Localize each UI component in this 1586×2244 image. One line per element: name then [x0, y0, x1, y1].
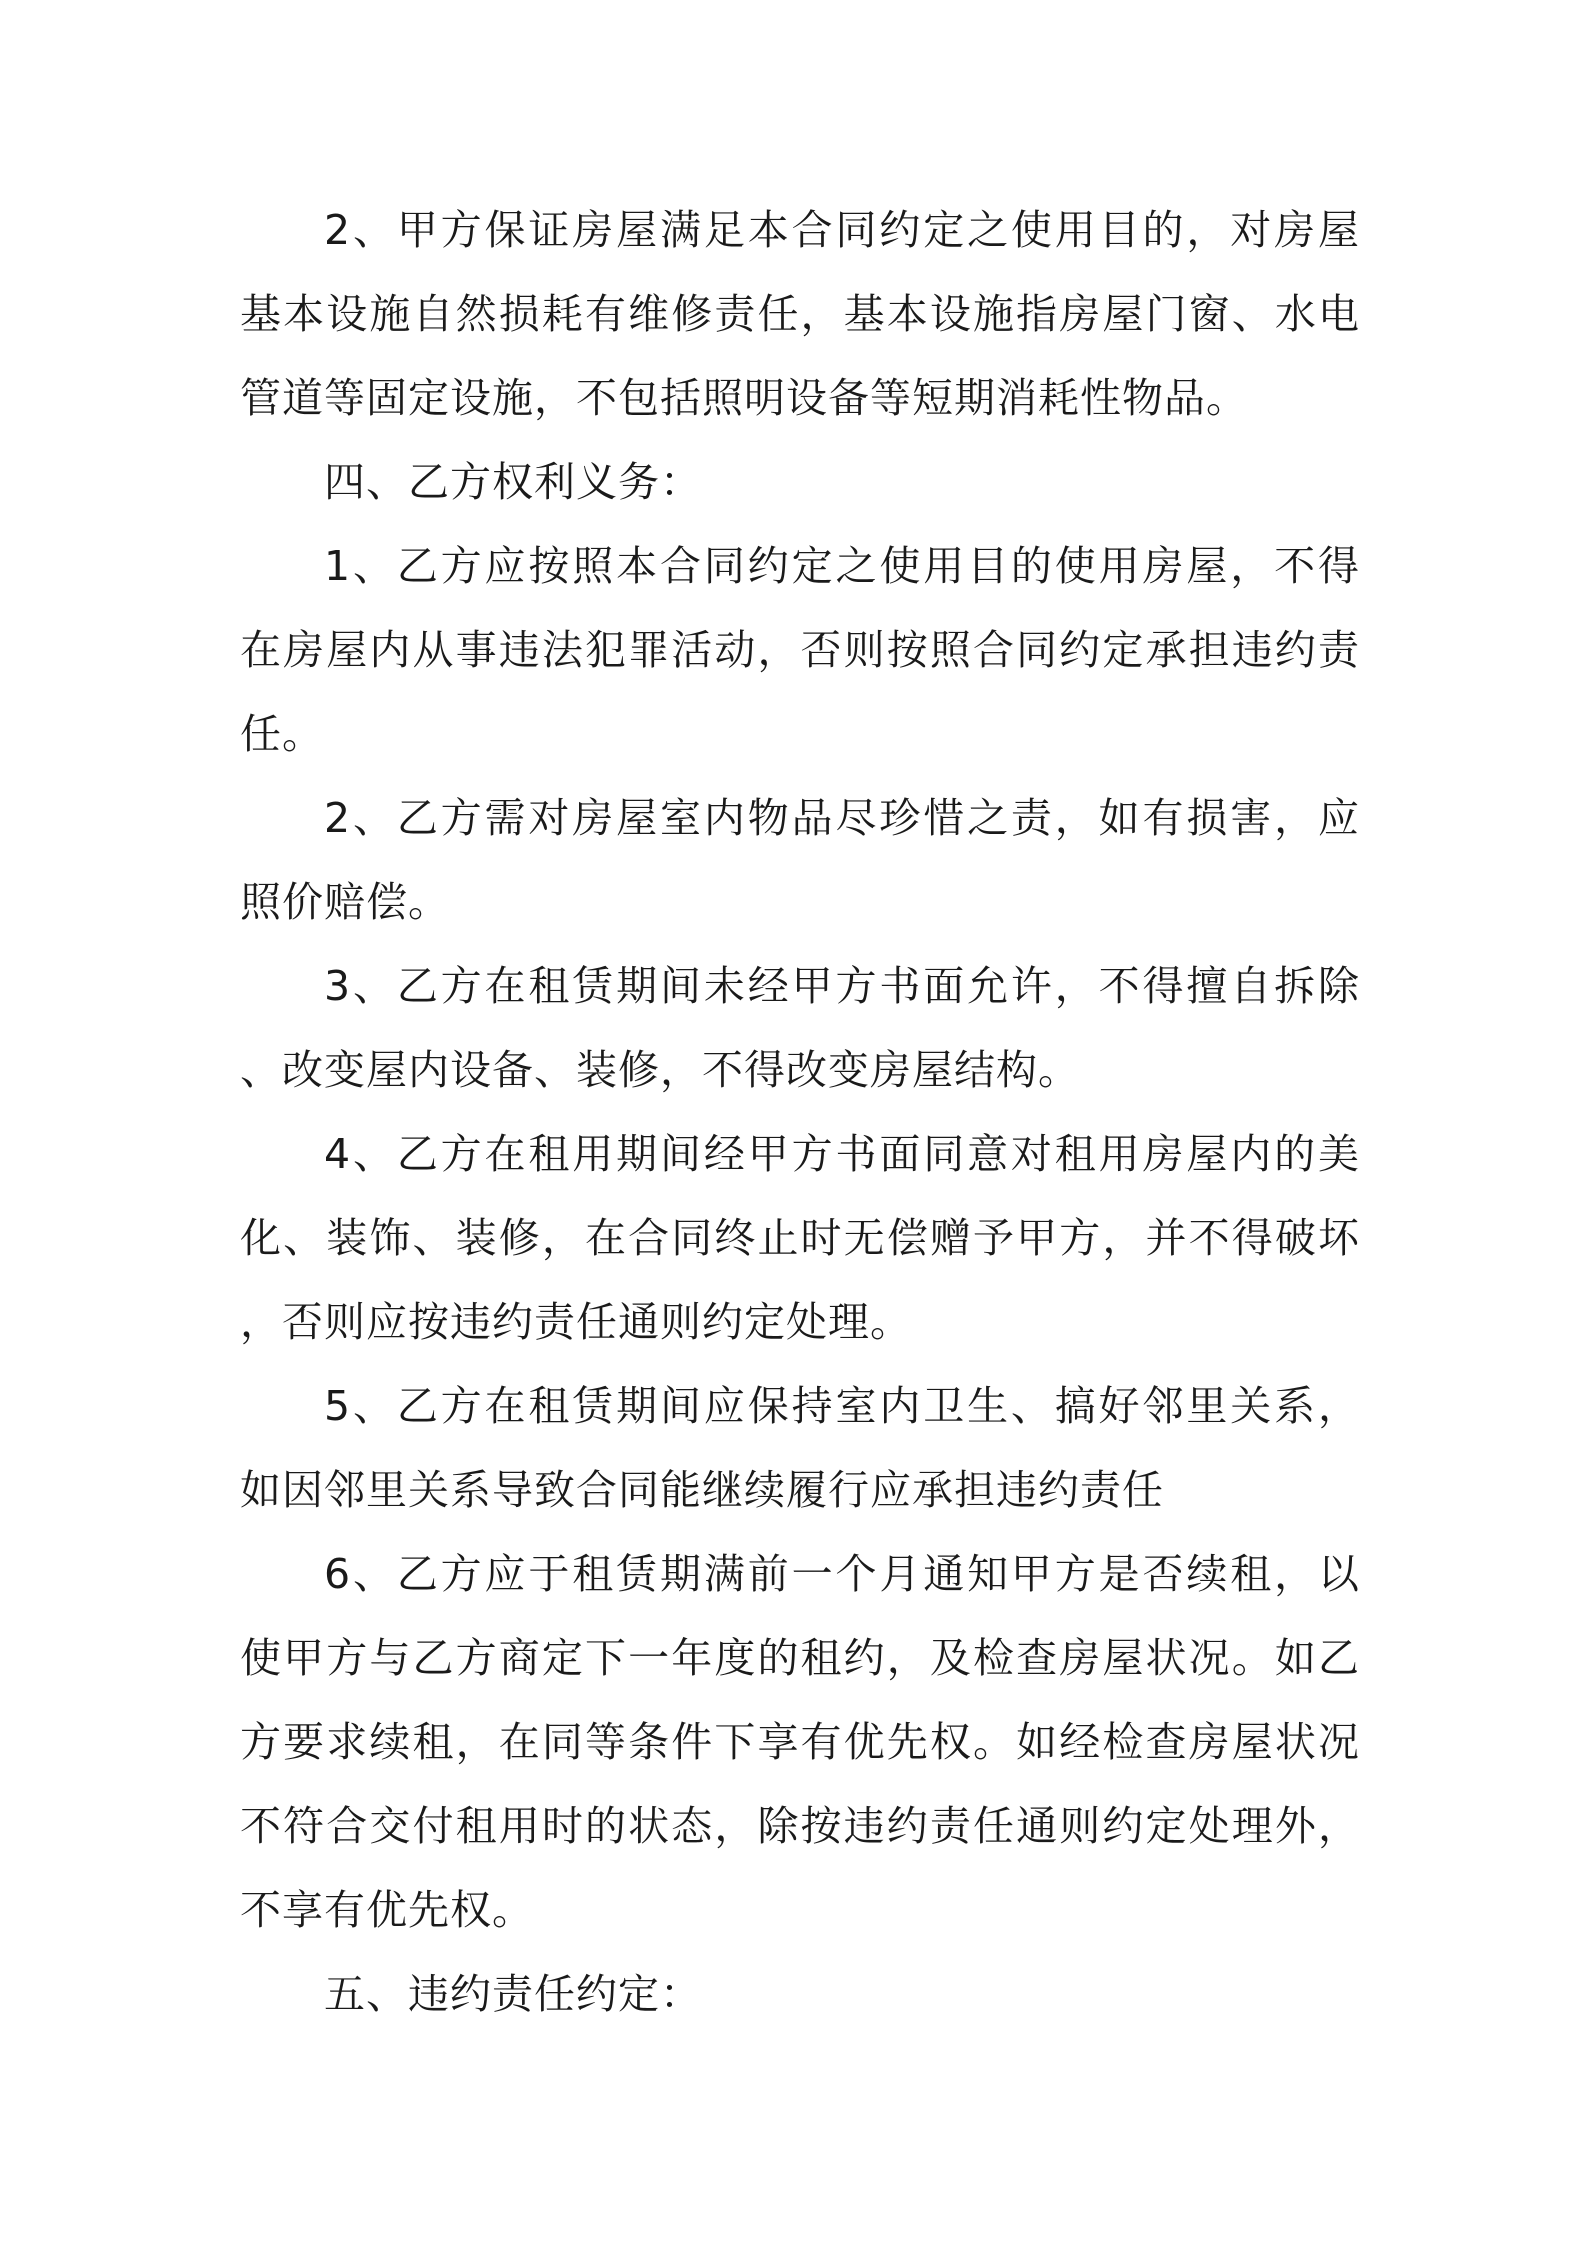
- text-line: 不符合交付租用时的状态，除按违约责任通则约定处理外，: [240, 1802, 1360, 1850]
- text-line: 4、乙方在租用期间经甲方书面同意对租用房屋内的美: [324, 1130, 1360, 1178]
- contract-text: [240, 188, 1360, 2036]
- text-line: 基本设施自然损耗有维修责任，基本设施指房屋门窗、水电: [240, 290, 1360, 338]
- text-line: 五、违约责任约定：: [324, 1970, 702, 2018]
- text-line: 使甲方与乙方商定下一年度的租约，及检查房屋状况。如乙: [240, 1634, 1360, 1682]
- text-line: 管道等固定设施，不包括照明设备等短期消耗性物品。: [240, 374, 1248, 422]
- text-line: ，否则应按违约责任通则约定处理。: [240, 1298, 912, 1346]
- text-line: 方要求续租，在同等条件下享有优先权。如经检查房屋状况: [240, 1718, 1360, 1766]
- text-line: 1、乙方应按照本合同约定之使用目的使用房屋，不得: [324, 542, 1360, 590]
- text-line: 5、乙方在租赁期间应保持室内卫生、搞好邻里关系，: [324, 1382, 1360, 1430]
- text-line: 照价赔偿。: [240, 878, 450, 926]
- text-line: 3、乙方在租赁期间未经甲方书面允许，不得擅自拆除: [324, 962, 1360, 1010]
- text-line: 2、乙方需对房屋室内物品尽珍惜之责，如有损害，应: [324, 794, 1360, 842]
- text-line: 任。: [240, 710, 324, 758]
- text-line: 不享有优先权。: [240, 1886, 534, 1934]
- text-line: 6、乙方应于租赁期满前一个月通知甲方是否续租，以: [324, 1550, 1360, 1598]
- text-line: 、改变屋内设备、装修，不得改变房屋结构。: [240, 1046, 1080, 1094]
- text-line: 四、乙方权利义务：: [324, 458, 702, 506]
- text-line: 化、装饰、装修，在合同终止时无偿赠予甲方，并不得破坏: [240, 1214, 1360, 1262]
- text-line: 如因邻里关系导致合同能继续履行应承担违约责任: [240, 1466, 1164, 1514]
- text-line: 在房屋内从事违法犯罪活动，否则按照合同约定承担违约责: [240, 626, 1360, 674]
- text-line: 2、甲方保证房屋满足本合同约定之使用目的，对房屋: [324, 206, 1360, 254]
